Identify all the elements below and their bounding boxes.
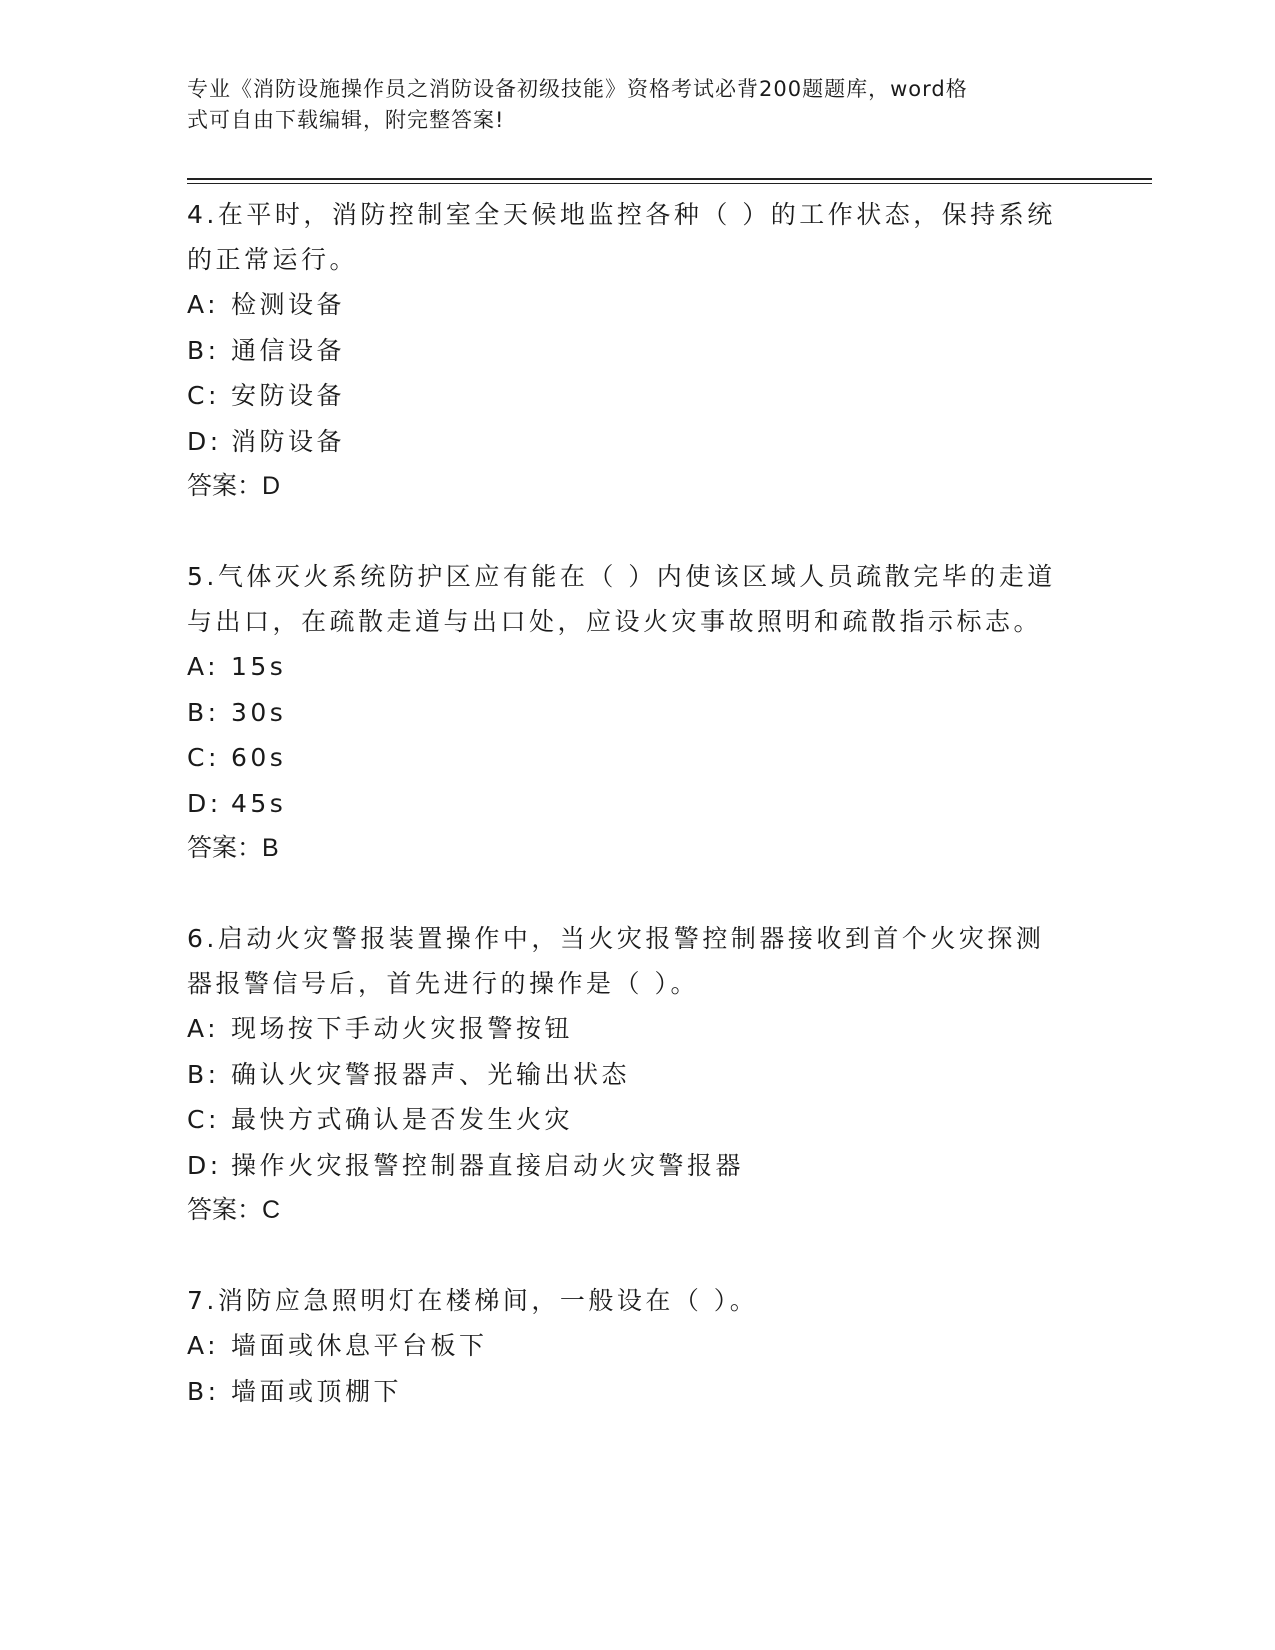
option-letter: D: bbox=[187, 788, 222, 818]
option-text: 15s bbox=[231, 652, 287, 681]
header-line-2: 式可自由下载编辑，附完整答案! bbox=[187, 108, 505, 132]
spacer bbox=[187, 1233, 1067, 1278]
spacer bbox=[187, 509, 1067, 554]
option-b bbox=[187, 690, 1067, 736]
answer-line: 答案：D bbox=[187, 472, 281, 500]
option-letter: A: bbox=[187, 652, 220, 681]
option-b bbox=[187, 1369, 1067, 1415]
question-text: 5.气体灭火系统防护区应有能在（ ）内使该区域人员疏散完毕的走道与出口，在疏散走道与出口处，应设火灾事故照明和疏散指示标志。 bbox=[187, 562, 1056, 636]
option-letter: D: bbox=[187, 426, 222, 456]
option-a bbox=[187, 644, 1067, 690]
option-a bbox=[187, 282, 1067, 328]
question-6 bbox=[187, 916, 1067, 1233]
option-letter: A: bbox=[187, 1014, 220, 1043]
question-text: 4.在平时，消防控制室全天候地监控各种（ ）的工作状态，保持系统的正常运行。 bbox=[187, 200, 1056, 274]
option-c bbox=[187, 373, 1067, 419]
question-list bbox=[187, 192, 1067, 1414]
option-text: 60s bbox=[231, 743, 287, 772]
question-text: 7.消防应急照明灯在楼梯间，一般设在（ ）。 bbox=[187, 1286, 759, 1315]
option-text: 最快方式确认是否发生火灾 bbox=[231, 1105, 574, 1134]
option-letter: B: bbox=[187, 697, 220, 727]
answer-line: 答案：B bbox=[187, 834, 279, 862]
option-text: 45s bbox=[231, 788, 287, 818]
option-text: 检测设备 bbox=[231, 290, 346, 319]
option-c bbox=[187, 735, 1067, 781]
option-text: 30s bbox=[231, 697, 287, 727]
header-divider-thick bbox=[187, 178, 1152, 180]
option-letter: A: bbox=[187, 1331, 220, 1360]
header-line-1: 专业《消防设施操作员之消防设备初级技能》资格考试必背200题题库，word格 bbox=[187, 77, 968, 101]
option-text: 操作火灾报警控制器直接启动火灾警报器 bbox=[231, 1150, 745, 1180]
option-letter: D: bbox=[187, 1150, 222, 1180]
option-text: 确认火灾警报器声、光输出状态 bbox=[231, 1059, 631, 1089]
question-text: 6.启动火灾警报装置操作中，当火灾报警控制器接收到首个火灾探测器报警信号后，首先进行的操作是（ ）。 bbox=[187, 924, 1045, 998]
option-text: 安防设备 bbox=[231, 381, 346, 410]
option-letter: B: bbox=[187, 335, 220, 365]
option-c bbox=[187, 1097, 1067, 1143]
option-b bbox=[187, 328, 1067, 374]
option-letter: C: bbox=[187, 743, 220, 772]
question-7 bbox=[187, 1278, 1067, 1414]
option-text: 现场按下手动火灾报警按钮 bbox=[231, 1014, 574, 1043]
option-d bbox=[187, 781, 1067, 827]
option-a bbox=[187, 1006, 1067, 1052]
question-5 bbox=[187, 554, 1067, 871]
question-4 bbox=[187, 192, 1067, 509]
option-letter: C: bbox=[187, 1105, 220, 1134]
document-header bbox=[187, 74, 1067, 136]
option-letter: A: bbox=[187, 290, 220, 319]
option-a bbox=[187, 1323, 1067, 1369]
spacer bbox=[187, 871, 1067, 916]
option-text: 墙面或休息平台板下 bbox=[231, 1331, 488, 1360]
option-text: 消防设备 bbox=[231, 426, 346, 456]
header-divider-thin bbox=[187, 183, 1152, 184]
option-text: 墙面或顶棚下 bbox=[231, 1376, 403, 1406]
option-letter: B: bbox=[187, 1059, 220, 1089]
option-text: 通信设备 bbox=[231, 335, 346, 365]
option-b bbox=[187, 1052, 1067, 1098]
answer-line: 答案：C bbox=[187, 1196, 281, 1224]
option-d bbox=[187, 1143, 1067, 1189]
option-letter: B: bbox=[187, 1376, 220, 1406]
option-letter: C: bbox=[187, 381, 220, 410]
option-d bbox=[187, 419, 1067, 465]
